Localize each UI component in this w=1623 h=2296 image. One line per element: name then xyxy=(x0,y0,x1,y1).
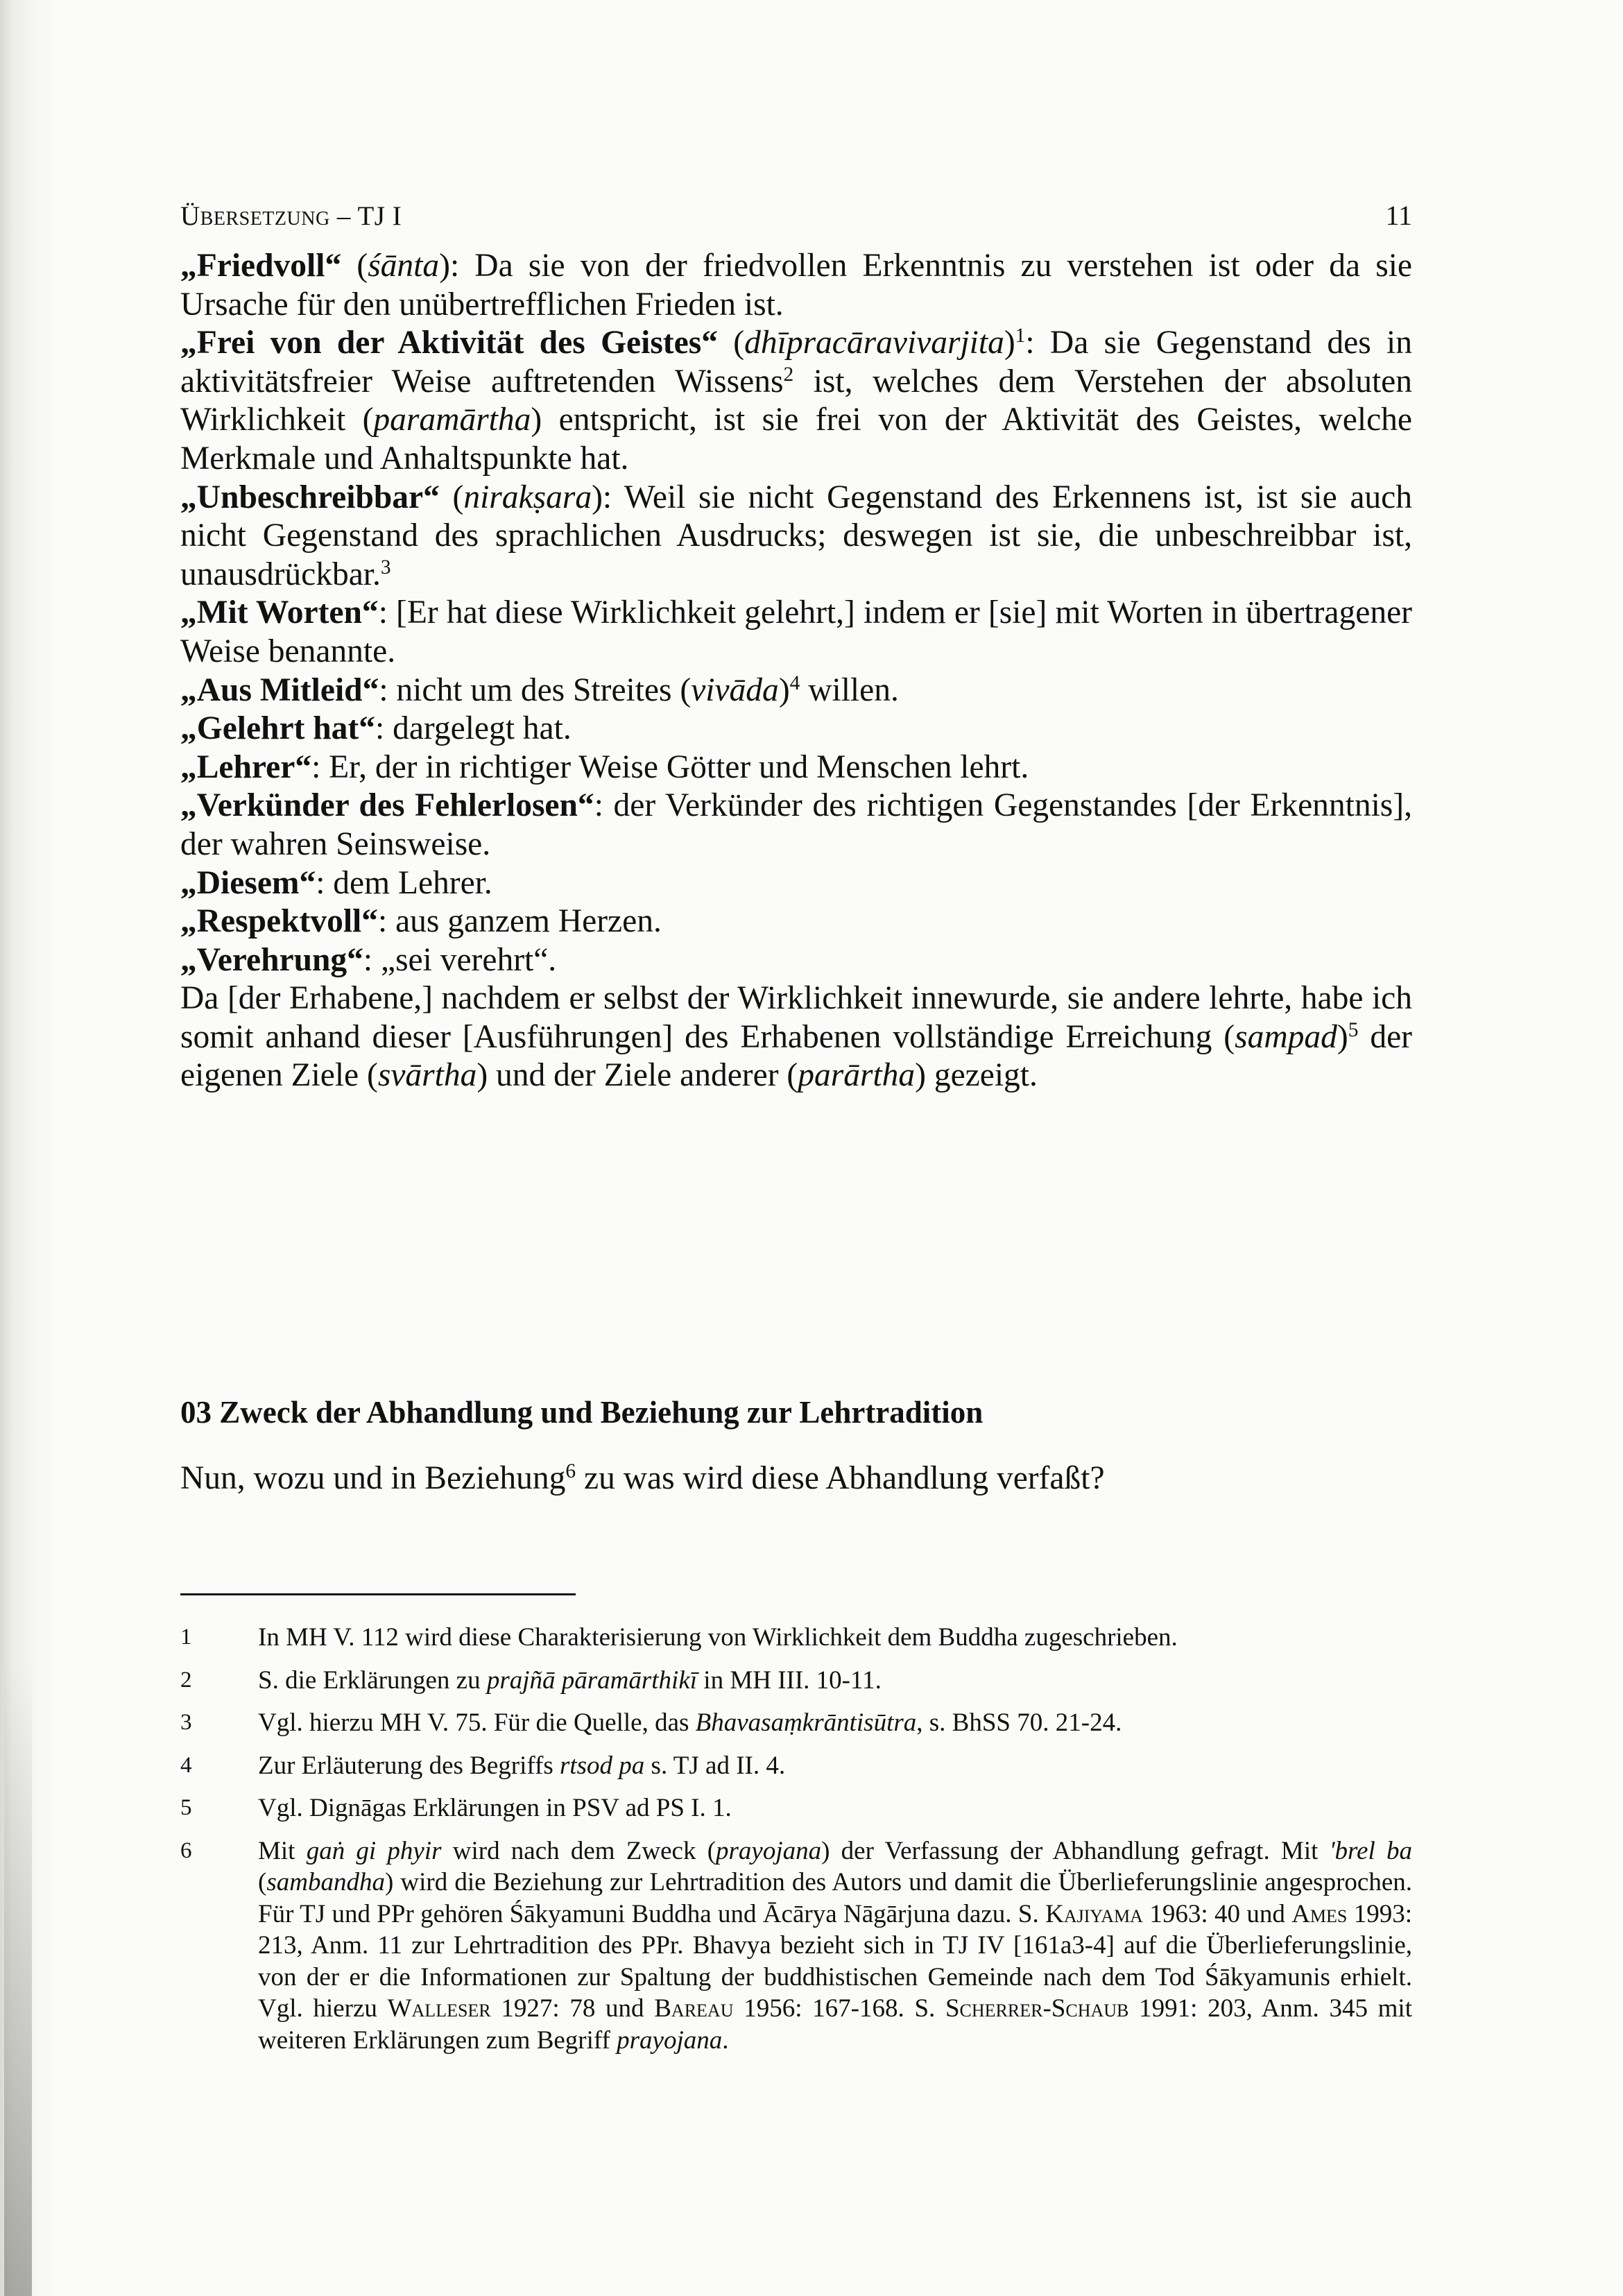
footnote-ref-1: 1 xyxy=(1015,325,1026,347)
footnote-5 xyxy=(180,1792,1412,1824)
paragraph-conclusion: Da [der Erhabene,] nachdem er selbst der Wirklichkeit innewurde, sie andere lehrte, habe ich somit anhand dieser [Ausführungen] des Erhabenen vollständige Erreichung (sampad)$^5$ der eigenen Ziele (svārtha) und der Ziele anderer (parārtha) gezeigt. xyxy=(180,980,1412,1094)
section-heading: 03 Zweck der Abhandlung und Beziehung zur Lehrtradition xyxy=(180,1395,984,1430)
paragraph-frei-von-aktivitaet: „Frei von der Aktivität des Geistes“ (dhīpracāravivarjita)$^1$: Da sie Gegenstand des in aktivitätsfreier Weise auftretenden Wissens$^2$ ist, welches dem Verstehen der absoluten Wirklichkeit (paramārtha) entspricht, ist sie frei von der Aktivität des Geistes, welche Merkmale und Anhaltspunkte hat. xyxy=(180,325,1412,477)
page-number: 11 xyxy=(1385,200,1412,231)
footnote-number: 5 xyxy=(180,1795,192,1820)
footnote-ref-5: 5 xyxy=(1348,1018,1359,1041)
footnote-ref-6: 6 xyxy=(565,1459,576,1482)
paragraph-respektvoll: „Respektvoll“: aus ganzem Herzen. xyxy=(180,903,662,940)
running-head: Übersetzung – TJ I xyxy=(180,200,402,231)
footnote-1 xyxy=(180,1622,1412,1654)
paragraph-verkuender: „Verkünder des Fehlerlosen“: der Verkünder des richtigen Gegenstandes [der Erkenntnis], der wahren Seinsweise. xyxy=(180,787,1412,862)
footnotes xyxy=(180,1622,1412,2067)
footnote-2 xyxy=(180,1665,1412,1697)
footnote-4 xyxy=(180,1750,1412,1782)
footnote-ref-4: 4 xyxy=(789,671,800,694)
paragraph-lehrer: „Lehrer“: Er, der in richtiger Weise Götter und Menschen lehrt. xyxy=(180,748,1029,785)
page-header xyxy=(180,199,1412,232)
footnote-ref-3: 3 xyxy=(380,556,391,579)
footnote-text: Vgl. hierzu MH V. 75. Für die Quelle, das Bhavasaṃkrāntisūtra, s. BhSS 70. 21-24. xyxy=(258,1708,1122,1737)
footnote-6 xyxy=(180,1835,1412,2057)
footnote-text: Mit gaṅ gi phyir wird nach dem Zweck (prayojana) der Verfassung der Abhandlung gefragt. Mit 'brel ba (sambandha) wird die Beziehung zur Lehrtradition des Autors und damit die Überlieferungslinie angesprochen. Für TJ und PPr gehören Śākyamuni Buddha und Ācārya Nāgārjuna dazu. S. Kajiyama 1963: 40 und Ames 1993: 213, Anm. 11 zur Lehrtradition des PPr. Bhavya bezieht sich in TJ IV [161a3-4] auf die Überlieferungslinie, von der er die Informationen zur Spaltung der buddhistischen Gemeinde nach dem Tod Śākyamunis erhielt. Vgl. hierzu Walleser 1927: 78 und Bareau 1956: 167-168. S. Scherrer-Schaub 1991: 203, Anm. 345 mit weiteren Erklärungen zum Begriff prayojana. xyxy=(258,1836,1413,2055)
main-text xyxy=(180,247,1412,1095)
paragraph-mit-worten: „Mit Worten“: [Er hat diese Wirklichkeit gelehrt,] indem er [sie] mit Worten in übertragener Weise benannte. xyxy=(180,594,1412,669)
paragraph-aus-mitleid: „Aus Mitleid“: nicht um des Streites (vivāda)$^4$ willen. xyxy=(180,671,899,708)
footnote-text: Zur Erläuterung des Begriffs rtsod pa s. TJ ad II. 4. xyxy=(258,1751,786,1780)
footnote-number: 4 xyxy=(180,1752,192,1778)
paragraph-verehrung: „Verehrung“: „sei verehrt“. xyxy=(180,941,557,978)
footnote-divider xyxy=(180,1593,576,1595)
footnote-text: S. die Erklärungen zu prajñā pāramārthikī in MH III. 10-11. xyxy=(258,1665,882,1695)
footnote-number: 6 xyxy=(180,1837,192,1863)
footnote-text: In MH V. 112 wird diese Charakterisierung von Wirklichkeit dem Buddha zugeschrieben. xyxy=(258,1623,1178,1652)
footnote-number: 3 xyxy=(180,1710,192,1735)
footnote-ref-2: 2 xyxy=(783,363,794,386)
paragraph-unbeschreibbar: „Unbeschreibbar“ (nirakṣara): Weil sie nicht Gegenstand des Erkennens ist, ist sie auch nicht Gegenstand des sprachlichen Ausdrucks; deswegen ist sie, die unbeschreibbar ist, unausdrückbar.$^3$ xyxy=(180,479,1412,592)
section-question: Nun, wozu und in Beziehung$^6$ zu was wird diese Abhandlung verfaßt? xyxy=(180,1459,1105,1496)
footnote-number: 1 xyxy=(180,1625,192,1650)
scan-edge-shadow xyxy=(0,0,62,2296)
paragraph-gelehrt-hat: „Gelehrt hat“: dargelegt hat. xyxy=(180,710,572,747)
paragraph-friedvoll: „Friedvoll“ (śānta): Da sie von der friedvollen Erkenntnis zu verstehen ist oder da sie Ursache für den unübertrefflichen Frieden ist. xyxy=(180,248,1412,323)
paragraph-diesem: „Diesem“: dem Lehrer. xyxy=(180,864,492,901)
footnote-number: 2 xyxy=(180,1667,192,1693)
footnote-text: Vgl. Dignāgas Erklärungen in PSV ad PS I. 1. xyxy=(258,1794,732,1822)
footnote-3 xyxy=(180,1707,1412,1739)
